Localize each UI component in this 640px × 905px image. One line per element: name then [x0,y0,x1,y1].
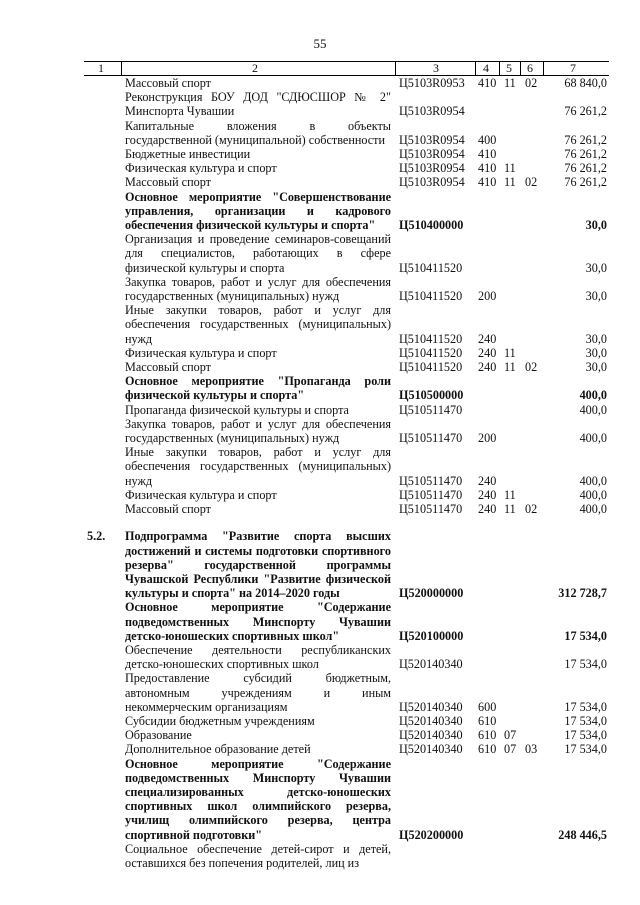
table-row [0,90,640,118]
row-code: Ц510511470 [399,487,463,502]
table-row [0,842,640,870]
table-row [0,275,640,303]
row-code: Ц510411520 [399,331,463,346]
row-name: Обеспечение деятельности республиканских детско-юношеских спортивных школ [125,642,391,672]
row-col6: 03 [525,742,538,757]
row-amount: 17 534,0 [564,713,607,728]
row-col4: 410 [478,175,497,190]
row-name: Основное мероприятие "Содержание подведомственных Минспорту Чувашии детско-юношеских спортивных школ" [125,600,391,643]
row-name: Капитальные вложения в объекты государственной (муниципальной) собственности [125,118,391,147]
row-col4: 410 [478,76,497,90]
row-col4: 410 [478,161,497,176]
row-amount: 76 261,2 [564,147,607,162]
row-amount: 400,0 [579,487,607,502]
row-col4: 240 [478,502,497,517]
row-amount: 400,0 [579,402,607,417]
row-col6: 02 [525,360,538,375]
row-amount: 30,0 [585,218,607,233]
row-amount: 17 534,0 [564,742,607,757]
row-col4: 240 [478,345,497,360]
row-col6: 02 [525,175,538,190]
row-amount: 17 534,0 [564,728,607,743]
table-row [0,757,640,842]
row-name: Образование [125,728,192,743]
table-row [0,417,640,445]
row-code: Ц5103R0954 [399,147,465,162]
table-row [0,190,640,233]
row-amount: 30,0 [585,260,607,275]
row-amount: 76 261,2 [564,161,607,176]
row-col4: 200 [478,289,497,304]
table-row [0,119,640,147]
row-col6: 02 [525,502,538,517]
row-col4: 600 [478,699,497,714]
header-col-5: 5 [506,61,512,75]
table-row [0,529,640,600]
table-row [0,360,640,374]
budget-table-body [0,76,640,870]
row-col4: 610 [478,713,497,728]
header-col-1: 1 [98,61,104,75]
table-row [0,728,640,742]
row-col5: 11 [504,161,516,176]
row-name: Социальное обеспечение детей-сирот и детей, оставшихся без попечения родителей, лиц из [125,841,391,870]
row-code: Ц5103R0954 [399,161,465,176]
table-row [0,175,640,189]
row-code: Ц510511470 [399,402,463,417]
row-col5: 11 [504,345,516,360]
row-amount: 312 728,7 [558,586,607,601]
row-col5: 11 [504,76,516,90]
row-code: Ц5103R0954 [399,104,465,119]
table-row [0,502,640,516]
table-row [0,303,640,346]
row-code: Ц520140340 [399,728,463,743]
row-name: Закупка товаров, работ и услуг для обеспечения государственных (муниципальных) нужд [125,416,391,446]
table-row [0,714,640,728]
row-name: Бюджетные инвестиции [125,147,251,162]
row-amount: 17 534,0 [564,657,607,672]
table-row [0,346,640,360]
row-col4: 610 [478,742,497,757]
row-amount: 17 534,0 [564,699,607,714]
row-amount: 30,0 [585,331,607,346]
header-col-3: 3 [433,61,439,75]
row-amount: 400,0 [579,431,607,446]
row-code: Ц510400000 [399,218,464,233]
table-row [0,600,640,643]
row-code: Ц520140340 [399,713,463,728]
row-code: Ц520200000 [399,827,464,842]
row-amount: 30,0 [585,289,607,304]
row-name: Основное мероприятие "Пропаганда роли физической культуры и спорта" [125,374,391,403]
row-amount: 400,0 [579,502,607,517]
row-amount: 400,0 [579,473,607,488]
table-row [0,445,640,488]
row-amount: 68 840,0 [564,76,607,90]
row-code: Ц520140340 [399,742,463,757]
row-code: Ц5103R0953 [399,76,465,90]
row-name: Массовый спорт [125,76,211,90]
page-number: 55 [313,36,327,51]
row-name: Подпрограмма "Развитие спорта высших достижений и системы подготовки спортивного резерва" государственной программы Чувашской Республики "Развитие физической культуры и спорта" на 2014–2020 годы [125,529,391,601]
table-row [0,488,640,502]
row-name: Массовый спорт [125,360,211,375]
row-code: Ц5103R0954 [399,175,465,190]
row-amount: 76 261,2 [564,104,607,119]
row-code: Ц510411520 [399,345,463,360]
row-name: Массовый спорт [125,175,211,190]
row-name: Иные закупки товаров, работ и услуг для обеспечения государственных (муниципальных) нужд [125,303,391,346]
row-code: Ц510411520 [399,360,463,375]
row-code: Ц520100000 [399,628,464,643]
row-code: Ц510511470 [399,473,463,488]
row-col5: 07 [504,728,517,743]
row-amount: 248 446,5 [558,827,607,842]
table-row [0,643,640,671]
row-name: Массовый спорт [125,502,211,517]
row-col4: 240 [478,487,497,502]
row-amount: 30,0 [585,360,607,375]
row-col4: 240 [478,331,497,346]
row-col4: 240 [478,473,497,488]
header-col-7: 7 [570,61,576,75]
row-col5: 11 [504,360,516,375]
header-col-6: 6 [527,61,533,75]
row-number: 5.2. [87,529,106,544]
row-name: Основное мероприятие "Содержание подведомственных Минспорту Чувашии специализированных детско-юношеских спортивных школ олимпийского резерва, училищ олимпийского резерва, центра спортивной подготовки" [125,756,391,842]
table-row [0,403,640,417]
table-row [0,161,640,175]
row-col5: 11 [504,502,516,517]
row-name: Закупка товаров, работ и услуг для обеспечения государственных (муниципальных) нужд [125,274,391,304]
row-name: Организация и проведение семинаров-совещаний для специалистов, работающих в сфере физической культуры и спорта [125,232,391,275]
table-row [0,76,640,90]
table-row [0,742,640,756]
row-name: Субсидии бюджетным учреждениям [125,713,315,728]
row-name: Реконструкция БОУ ДОД "СДЮСШОР № 2" Минспорта Чувашии [125,90,391,119]
row-code: Ц510500000 [399,388,464,403]
row-amount: 400,0 [579,388,607,403]
row-code: Ц510511470 [399,431,463,446]
row-code: Ц520140340 [399,699,463,714]
row-col6: 02 [525,76,538,90]
header-col-2: 2 [252,61,258,75]
row-name: Предоставление субсидий бюджетным, автономным учреждениям и иным некоммерческим организациям [125,671,391,714]
row-col4: 400 [478,132,497,147]
row-col4: 240 [478,360,497,375]
row-name: Основное мероприятие "Совершенствование управления, организации и кадрового обеспечения физической культуры и спорта" [125,189,391,233]
row-name: Пропаганда физической культуры и спорта [125,402,349,417]
row-name: Дополнительное образование детей [125,742,311,757]
table-row [0,232,640,275]
row-col4: 610 [478,728,497,743]
row-col5: 11 [504,175,516,190]
row-name: Иные закупки товаров, работ и услуг для обеспечения государственных (муниципальных) нужд [125,445,391,488]
row-name: Физическая культура и спорт [125,487,277,502]
table-row [0,147,640,161]
row-col4: 410 [478,147,497,162]
row-code: Ц520000000 [399,586,464,601]
row-code: Ц520140340 [399,657,463,672]
row-name: Физическая культура и спорт [125,345,277,360]
row-name: Физическая культура и спорт [125,161,277,176]
table-row [0,671,640,714]
row-amount: 76 261,2 [564,175,607,190]
row-amount: 30,0 [585,345,607,360]
row-code: Ц510411520 [399,260,463,275]
row-amount: 17 534,0 [564,628,607,643]
row-col4: 200 [478,431,497,446]
row-code: Ц5103R0954 [399,132,465,147]
table-header [84,61,609,76]
row-col5: 11 [504,487,516,502]
row-col5: 07 [504,742,517,757]
table-row [0,374,640,402]
header-col-4: 4 [483,61,489,75]
row-amount: 76 261,2 [564,132,607,147]
row-code: Ц510411520 [399,289,463,304]
row-code: Ц510511470 [399,502,463,517]
